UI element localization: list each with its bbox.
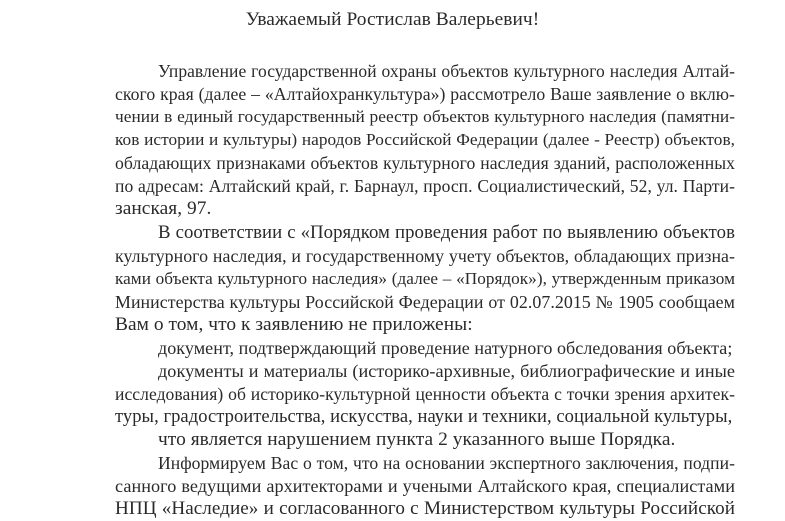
paragraph-line: обладающих признаками объектов культурного наследия зданий, расположенных [115,153,735,173]
paragraph-line: санного ведущими архитекторами и учеными Алтайского края, специалистами [115,476,735,496]
paragraph-line: занская, 97. [115,198,212,219]
paragraph-line: чении в единый государственный реестр объектов культурного наследия (памятни- [115,107,735,126]
paragraph-line: НПЦ «Наследие» и согласованного с Министерством культуры Российской [115,498,735,519]
paragraph-line: Министерства культуры Российской Федерации от 02.07.2015 № 1905 сообщаем [115,292,735,312]
list-item-line: документ, подтверждающий проведение натурного обследования объекта; [158,338,733,358]
list-item-line: документы и материалы (историко-архивные, библиографические и иные [158,361,735,381]
paragraph-line: ков истории и культуры) народов Российской Федерации (далее - Реестр) объектов, [115,130,735,149]
paragraph-line: по адресам: Алтайский край, г. Барнаул, просп. Социалистический, 52, ул. Парти- [115,176,735,196]
paragraph-line: ского края (далее – «Алтайохранкультура») рассмотрело Ваше заявление о вклю- [115,84,735,104]
paragraph-line: Управление государственной охраны объектов культурного наследия Алтай- [158,61,735,81]
list-item-line: исследования) об историко-культурной ценности объекта с точки зрения архитек- [115,384,735,404]
paragraph-line: Вам о том, что к заявлению не приложены: [115,314,473,335]
paragraph-line: что является нарушением пункта 2 указанного выше Порядка. [158,429,676,450]
paragraph-line: ками объекта культурного наследия» (далее – «Порядок»), утвержденным приказом [115,269,735,288]
paragraph-line: Информируем Вас о том, что на основании экспертного заключения, подпи- [158,453,735,473]
paragraph-line: В соответствии с «Порядком проведения работ по выявлению объектов [158,222,735,243]
salutation: Уважаемый Ростислав Валерьевич! [245,9,540,30]
paragraph-line: культурного наследия, и государственному учету объектов, обладающих призна- [115,246,735,266]
list-item-line: туры, градостроительства, искусства, науки и техники, социальной культуры, [115,406,733,427]
